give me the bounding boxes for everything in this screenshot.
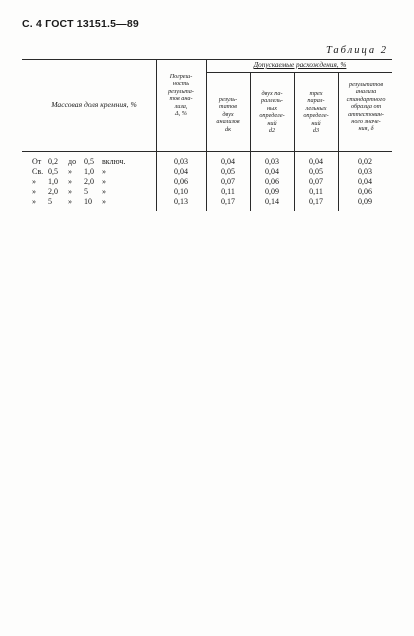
- range-tail: »: [102, 177, 106, 186]
- sub-header-dk: резуль- татов двух анализов dк: [216, 96, 240, 133]
- range-mid: »: [68, 167, 72, 176]
- cell-error: 0,03: [174, 157, 188, 166]
- range-to: 10: [84, 197, 92, 206]
- cell-error: 0,13: [174, 197, 188, 206]
- cell-d2: 0,03: [265, 157, 279, 166]
- cell-dk: 0,04: [221, 157, 235, 166]
- range-mid: »: [68, 187, 72, 196]
- range-prefix: »: [32, 187, 36, 196]
- table-row: [22, 187, 392, 197]
- range-to: 5: [84, 187, 88, 196]
- range-from: 5: [48, 197, 52, 206]
- page-header: С. 4 ГОСТ 13151.5—89: [22, 18, 139, 30]
- table-top-rule: [22, 59, 392, 60]
- sub-header-delta: результатов анализа стандартного образца от аттестован- ного значе- ния, δ: [346, 81, 386, 133]
- header-bottom-rule: [22, 151, 392, 152]
- range-tail: »: [102, 197, 106, 206]
- cell-d3: 0,04: [309, 157, 323, 166]
- cell-error: 0,06: [174, 177, 188, 186]
- cell-dk: 0,07: [221, 177, 235, 186]
- cell-error: 0,10: [174, 187, 188, 196]
- range-from: 2,0: [48, 187, 58, 196]
- range-mid: »: [68, 177, 72, 186]
- range-tail: »: [102, 187, 106, 196]
- range-tail: »: [102, 167, 106, 176]
- table-caption: Таблица 2: [325, 45, 388, 56]
- param-header: Массовая доля кремния, %: [51, 100, 137, 109]
- data-table: [22, 59, 392, 211]
- range-from: 0,2: [48, 157, 58, 166]
- cell-delta: 0,06: [358, 187, 372, 196]
- cell-dk: 0,17: [221, 197, 235, 206]
- cell-delta: 0,09: [358, 197, 372, 206]
- cell-d3: 0,07: [309, 177, 323, 186]
- cell-dk: 0,05: [221, 167, 235, 176]
- cell-delta: 0,02: [358, 157, 372, 166]
- cell-d3: 0,17: [309, 197, 323, 206]
- sub-header-d3: трех парал- лельных определе- ний d3: [303, 90, 329, 135]
- cell-delta: 0,03: [358, 167, 372, 176]
- cell-d3: 0,05: [309, 167, 323, 176]
- range-prefix: »: [32, 177, 36, 186]
- cell-d2: 0,06: [265, 177, 279, 186]
- range-to: 1,0: [84, 167, 94, 176]
- table-row: [22, 157, 392, 167]
- group-header: Допускаемые расхождения, %: [253, 61, 347, 69]
- cell-error: 0,04: [174, 167, 188, 176]
- range-to: 0,5: [84, 157, 94, 166]
- range-prefix: От: [32, 157, 42, 166]
- table-row: [22, 197, 392, 207]
- sub-header-d2: двух па- раллель- ных определе- ний d2: [259, 90, 285, 135]
- cell-dk: 0,11: [221, 187, 235, 196]
- cell-delta: 0,04: [358, 177, 372, 186]
- table-row: [22, 167, 392, 177]
- group-underline: [206, 72, 392, 73]
- range-from: 0,5: [48, 167, 58, 176]
- table-row: [22, 177, 392, 187]
- range-prefix: Св.: [32, 167, 44, 176]
- range-mid: до: [68, 157, 77, 166]
- range-tail: включ.: [102, 157, 126, 166]
- cell-d2: 0,14: [265, 197, 279, 206]
- cell-d2: 0,09: [265, 187, 279, 196]
- range-from: 1,0: [48, 177, 58, 186]
- error-header: Погреш- ность результа- тов ана- лиза, Δ, %: [168, 73, 194, 118]
- cell-d2: 0,04: [265, 167, 279, 176]
- range-to: 2,0: [84, 177, 94, 186]
- cell-d3: 0,11: [309, 187, 323, 196]
- range-mid: »: [68, 197, 72, 206]
- range-prefix: »: [32, 197, 36, 206]
